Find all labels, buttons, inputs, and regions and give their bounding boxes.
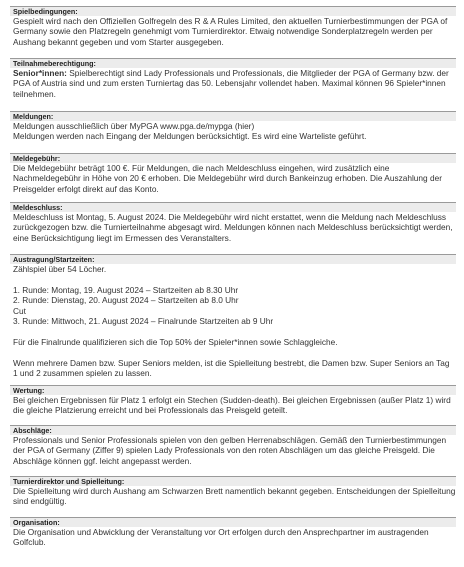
- section-text: Die Spielleitung wird durch Aushang am Schwarzen Brett namentlich bekannt gegeben. Entscheidungen der Spielleitung sind endgültig.: [13, 486, 456, 507]
- section-abschlaege: [10, 425, 456, 466]
- cut-line: Cut: [13, 305, 26, 316]
- section-text: Gespielt wird nach den Offiziellen Golfregeln des R & A Rules Limited, den aktuellen Turnierbestimmungen der PGA of Germany sowie den Platzregeln genehmigt vom Turnierdirektor. Etwaig notwendige Sonderplatzregeln werden per Aushang bekannt gegeben und vom Starter ausgegeben.: [13, 16, 448, 47]
- section-spielbedingungen: [10, 6, 456, 47]
- mypga-link[interactable]: www.pga.de/mypga: [160, 121, 233, 131]
- senior-text: Spielberechtigt sind Lady Professionals und Professionals, die Mitglieder der PGA of Germany bzw. der PGA of Austria sind und zum ersten Turniertag das 50. Lebensjahr vollendet haben. Maximal können 96 Spieler*innen teilnehmen.: [13, 68, 449, 99]
- meldungen-prefix: Meldungen ausschließlich über MyPGA: [13, 121, 161, 131]
- section-heading: Austragung/Startzeiten:: [10, 254, 456, 264]
- round-1: 1. Runde: Montag, 19. August 2024 – Startzeiten ab 8.30 Uhr: [13, 284, 239, 295]
- austragung-intro: Zählspiel über 54 Löcher.: [13, 264, 107, 274]
- section-heading: Turnierdirektor und Spielleitung:: [10, 476, 456, 486]
- section-teilnahmeberechtigung: [10, 58, 456, 99]
- section-organisation: [10, 517, 456, 548]
- section-heading: Meldeschluss:: [10, 202, 456, 212]
- senior-label: Senior*innen:: [13, 68, 67, 78]
- section-heading: Teilnahmeberechtigung:: [10, 58, 456, 68]
- section-text: [13, 68, 456, 99]
- damen-note: Wenn mehrere Damen bzw. Super Seniors melden, ist die Spielleitung bestrebt, die Damen bzw. Super Seniors an Tag 1 und 2 zusammen spielen zu lassen.: [13, 357, 450, 379]
- section-austragung: [10, 254, 456, 378]
- section-meldungen: [10, 111, 456, 142]
- section-meldeschluss: [10, 202, 456, 243]
- meldungen-line-1: [13, 121, 456, 131]
- section-heading: Meldegebühr:: [10, 153, 456, 163]
- section-text: Die Meldegebühr beträgt 100 €. Für Meldungen, die nach Meldeschluss eingehen, wird zusätzlich eine Nachmeldegebühr in Höhe von 20 € erhoben. Die Meldegebühr wird durch Bankeinzug erhoben. Die Auszahlung der Preisgelder erfolgt direkt auf das Konto.: [13, 163, 442, 194]
- section-text: Die Organisation und Abwicklung der Veranstaltung vor Ort erfolgen durch den Ansprechpartner im austragenden Golfclub.: [13, 527, 429, 548]
- section-heading: Organisation:: [10, 517, 456, 527]
- section-heading: Meldungen:: [10, 111, 456, 121]
- section-meldegebuehr: [10, 153, 456, 194]
- section-heading: Wertung:: [10, 385, 456, 395]
- section-turnierdirektor: [10, 476, 456, 507]
- section-wertung: [10, 385, 456, 416]
- section-heading: Abschläge:: [10, 425, 456, 435]
- meldungen-suffix: (hier): [232, 121, 255, 131]
- final-qualification: Für die Finalrunde qualifizieren sich die Top 50% der Spieler*innen sowie Schlaggleiche.: [13, 336, 338, 347]
- meldungen-line-2: Meldungen werden nach Eingang der Meldungen berücksichtigt. Es wird eine Warteliste geführt.: [13, 131, 367, 142]
- section-text: Meldeschluss ist Montag, 5. August 2024. Die Meldegebühr wird nicht erstattet, wenn die Meldung nach Meldeschluss zurückgezogen bzw. die Turnierteilnahme abgesagt wird. Meldungen können nach Meldeschluss berücksichtigt werden, eine Berücksichtigung liegt im Ermessen des Veranstalters.: [13, 212, 453, 243]
- round-3: 3. Runde: Mittwoch, 21. August 2024 – Finalrunde Startzeiten ab 9 Uhr: [13, 316, 274, 327]
- round-2: 2. Runde: Dienstag, 20. August 2024 – Startzeiten ab 8.0 Uhr: [13, 295, 239, 306]
- section-text: Professionals und Senior Professionals spielen von den gelben Herrenabschlägen. Gemäß den Turnierbestimmungen der PGA of Germany (Ziffer 9) spielen Lady Professionals von den roten Abschlägen um das gleiche Preisgeld. Die Abschläge können ggf. leicht angepasst werden.: [13, 435, 447, 466]
- section-text: Bei gleichen Ergebnissen für Platz 1 erfolgt ein Stechen (Sudden-death). Bei gleichen Ergebnissen (außer Platz 1) wird die gleiche Platzierung erreicht und bei Professionals das Preisgeld geteilt.: [13, 395, 451, 416]
- section-heading: Spielbedingungen:: [10, 6, 456, 16]
